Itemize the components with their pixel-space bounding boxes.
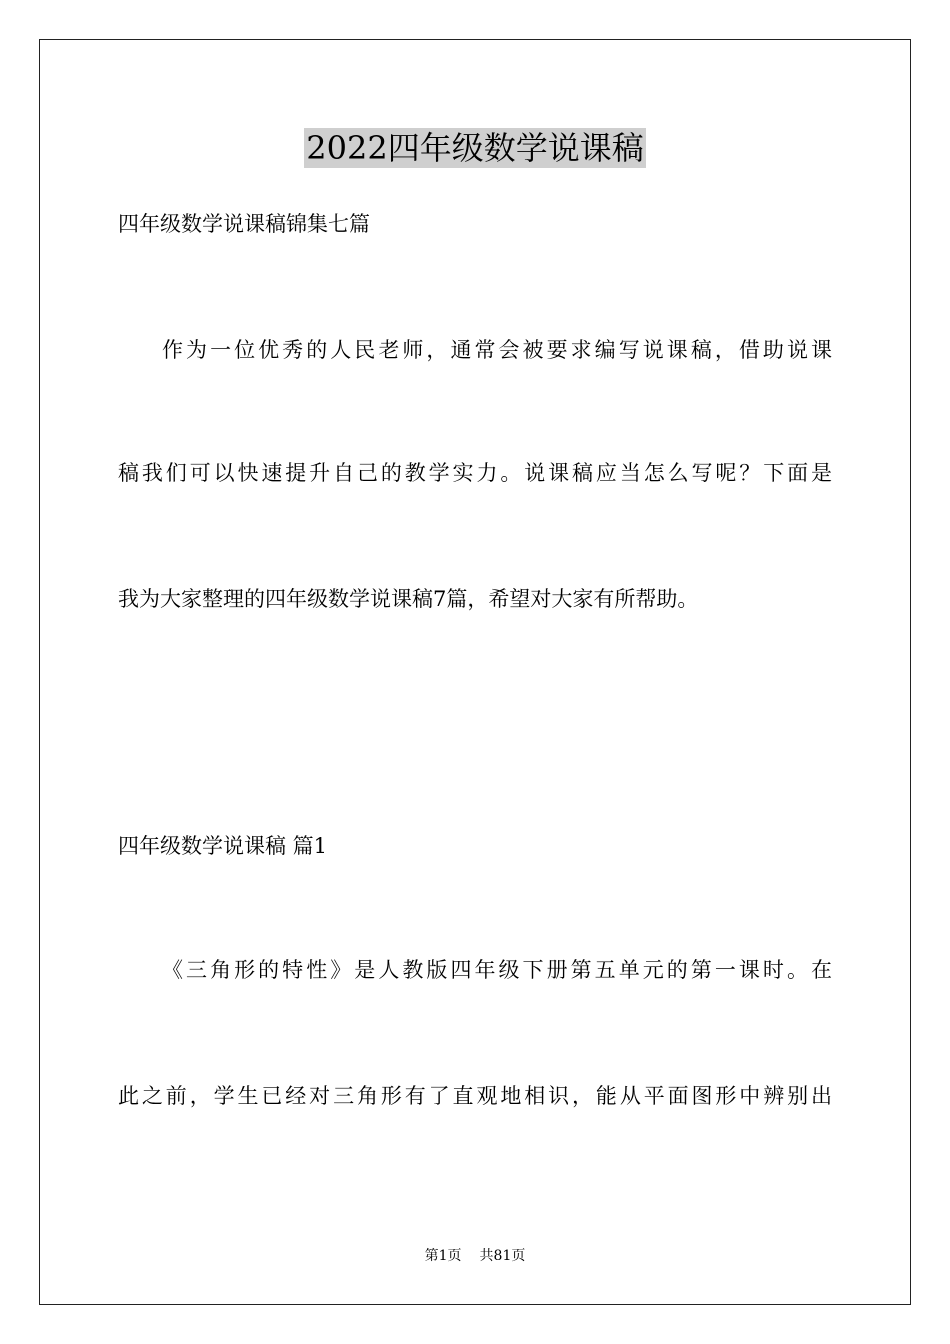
page-total: 共81页 xyxy=(479,1248,526,1264)
paragraph-1-line-3: 我为大家整理的四年级数学说课稿7篇，希望对大家有所帮助。 xyxy=(118,587,699,611)
page-footer xyxy=(0,1246,950,1266)
document-title: 2022四年级数学说课稿 xyxy=(306,129,644,167)
page-number: 第1页 xyxy=(424,1248,462,1264)
paragraph-2-line-2: 此之前，学生已经对三角形有了直观地相识，能从平面图形中辨别出 xyxy=(118,1084,832,1108)
document-subtitle: 四年级数学说课稿锦集七篇 xyxy=(118,212,370,236)
paragraph-2-line-1: 《三角形的特性》是人教版四年级下册第五单元的第一课时。在 xyxy=(162,958,832,982)
section-1-heading: 四年级数学说课稿 篇1 xyxy=(118,834,328,858)
title-container xyxy=(0,128,950,168)
paragraph-1-line-1: 作为一位优秀的人民老师，通常会被要求编写说课稿，借助说课 xyxy=(162,338,832,362)
paragraph-1-line-2: 稿我们可以快速提升自己的教学实力。说课稿应当怎么写呢？下面是 xyxy=(118,461,832,485)
